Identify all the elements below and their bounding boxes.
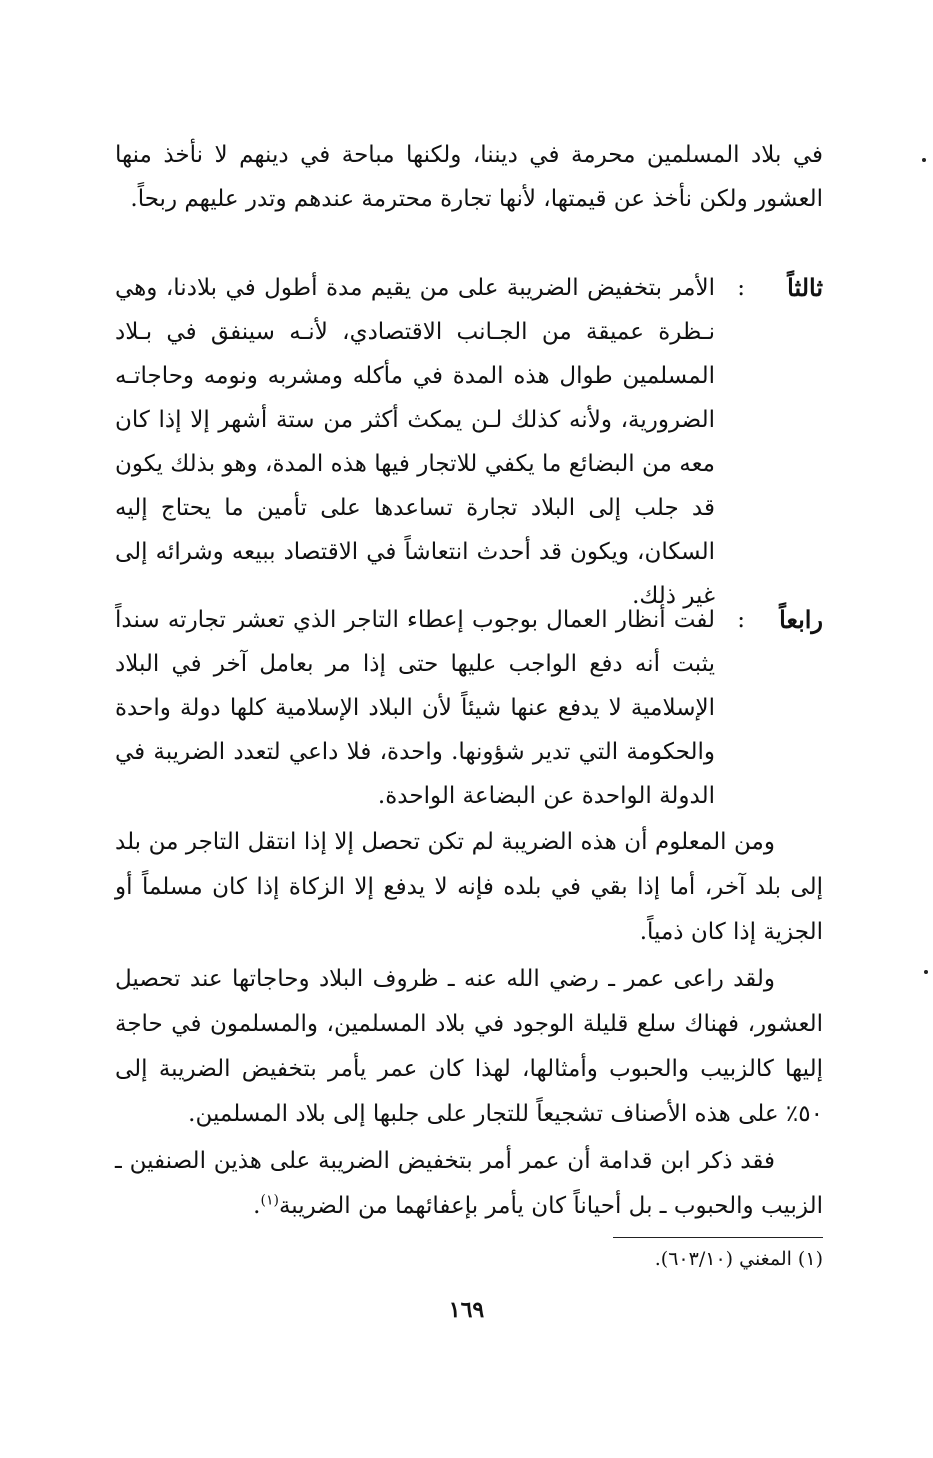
item-body-third: الأمر بتخفيض الضريبة على من يقيم مدة أطول في بلادنا، وهي نـظرة عميقة من الجـانب الاقتصادي، لأنـه سينفق في بـلاد المسلمين طوال هذه المدة في مأكله ومشربه ونومه وحاجاتـه الضرورية، ولأنه كذلك لـن يمكث أكثر من ستة أشهر إلا إذا كان معه من البضائع ما يكفي للاتجار فيها هذه المدة، وهو بذلك يكون قد جلب إلى البلاد تجارة تساعدها على تأمين ما يحتاج إليه السكان، ويكون قد أحدث انتعاشاً في الاقتصاد ببيعه وشرائه إلى غير ذلك. bbox=[115, 275, 715, 609]
margin-mark bbox=[922, 158, 926, 162]
intro-paragraph: في بلاد المسلمين محرمة في ديننا، ولكنها مباحة في دينهم لا نأخذ منها العشور ولكن نأخذ عن قيمتها، لأنها تجارة محترمة عندهم وتدر عليهم ربحاً. bbox=[115, 142, 823, 212]
paragraph-end: . bbox=[253, 1193, 261, 1219]
margin-mark bbox=[924, 970, 928, 974]
list-item-fourth bbox=[115, 598, 823, 814]
item-colon: : bbox=[737, 607, 745, 633]
item-label-third: ثالثاً bbox=[787, 273, 823, 302]
footnote: (١) المغني (٦٠٣/١٠). bbox=[654, 1248, 823, 1270]
item-body-fourth: لفت أنظار العمال بوجوب إعطاء التاجر الذي تعشر تجارته سنداً يثبت أنه دفع الواجب عليها حتى إذا مر بعامل آخر في البلاد الإسلامية لا يدفع عنها شيئاً لأن البلاد الإسلامية كلها دولة واحدة والحكومة التي تدير شؤونها. واحدة، فلا داعي لتعدد الضريبة في الدولة الواحدة عن البضاعة الواحدة. bbox=[115, 607, 715, 809]
page-number: ١٦٩ bbox=[448, 1297, 485, 1323]
footnote-reference[interactable]: (١) bbox=[260, 1192, 279, 1209]
paragraph-text: فقد ذكر ابن قدامة أن عمر أمر بتخفيض الضريبة على هذين الصنفين ـ الزبيب والحبوب ـ بل أحياناً كان يأمر بإعفائهما من الضريبة bbox=[115, 1148, 823, 1219]
paragraph-umar-reduction: ولقد راعى عمر ـ رضي الله عنه ـ ظروف البلاد وحاجاتها عند تحصيل العشور، فهناك سلع قليلة الوجود في بلاد المسلمين، والمسلمون في حاجة إليها كالزبيب والحبوب وأمثالها، لهذا كان عمر يأمر بتخفيض الضريبة إلى ٥٠٪ على هذه الأصناف تشجيعاً للتجار على جلبها إلى بلاد المسلمين. bbox=[115, 966, 823, 1127]
item-label-fourth: رابعاً bbox=[779, 605, 823, 634]
paragraph-ibn-qudama bbox=[115, 1139, 823, 1229]
paragraph-tax-transit: ومن المعلوم أن هذه الضريبة لم تكن تحصل إلا إذا انتقل التاجر من بلد إلى بلد آخر، أما إذا بقي في بلده فإنه لا يدفع إلا الزكاة إذا كان مسلماً أو الجزية إذا كان ذمياً. bbox=[115, 829, 823, 945]
list-item-third bbox=[115, 266, 823, 609]
footnote-divider bbox=[613, 1237, 823, 1238]
item-colon: : bbox=[737, 275, 745, 301]
